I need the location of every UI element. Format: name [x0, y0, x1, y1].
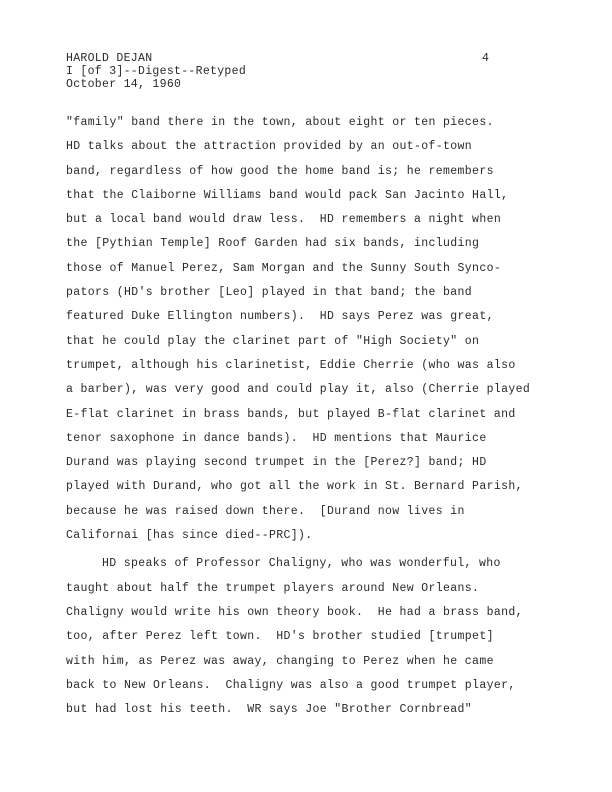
text-line: tenor saxophone in dance bands). HD mentions that Maurice — [66, 431, 487, 445]
text-line: pators (HD's brother [Leo] played in that band; the band — [66, 286, 473, 300]
text-line: but had lost his teeth. WR says Joe "Brother Cornbread" — [66, 703, 473, 717]
text-line: taught about half the trumpet players around New Orleans. — [66, 581, 480, 595]
text-line: a barber), was very good and could play it, also (Cherrie played — [66, 383, 531, 397]
text-line: those of Manuel Perez, Sam Morgan and the Sunny South Synco- — [66, 261, 502, 275]
text-line: Californai [has since died--PRC]). — [66, 529, 313, 543]
paragraph-2 — [66, 552, 523, 722]
document-body — [66, 111, 531, 722]
page-number: 4 — [482, 52, 489, 65]
text-line: because he was raised down there. [Durand now lives in — [66, 504, 465, 518]
text-line: E-flat clarinet in brass bands, but played B-flat clarinet and — [66, 407, 516, 421]
text-line: too, after Perez left town. HD's brother studied [trumpet] — [66, 630, 494, 644]
text-line: Durand was playing second trumpet in the [Perez?] band; HD — [66, 456, 487, 470]
document-header — [66, 52, 246, 91]
text-line: HD talks about the attraction provided by an out-of-town — [66, 140, 473, 154]
text-line: but a local band would draw less. HD remembers a night when — [66, 213, 502, 227]
text-line: back to New Orleans. Chaligny was also a good trumpet player, — [66, 678, 516, 692]
header-date: October 14, 1960 — [66, 78, 182, 91]
header-name: HAROLD DEJAN — [66, 52, 153, 65]
text-line: that he could play the clarinet part of "High Society" on — [66, 334, 480, 348]
text-line: played with Durand, who got all the work in St. Bernard Parish, — [66, 480, 523, 494]
text-line: that the Claiborne Williams band would pack San Jacinto Hall, — [66, 188, 509, 202]
text-line: with him, as Perez was away, changing to Perez when he came — [66, 654, 494, 668]
text-line: HD speaks of Professor Chaligny, who was wonderful, who — [102, 557, 501, 571]
text-line: featured Duke Ellington numbers). HD says Perez was great, — [66, 310, 494, 324]
text-line: "family" band there in the town, about eight or ten pieces. — [66, 116, 494, 129]
text-line: the [Pythian Temple] Roof Garden had six bands, including — [66, 237, 480, 251]
text-line: trumpet, although his clarinetist, Eddie Cherrie (who was also — [66, 358, 516, 372]
text-line: Chaligny would write his own theory book. He had a brass band, — [66, 605, 523, 619]
paragraph-1 — [66, 111, 531, 548]
header-reel: I [of 3]--Digest--Retyped — [66, 65, 247, 78]
text-line: band, regardless of how good the home band is; he remembers — [66, 164, 494, 178]
